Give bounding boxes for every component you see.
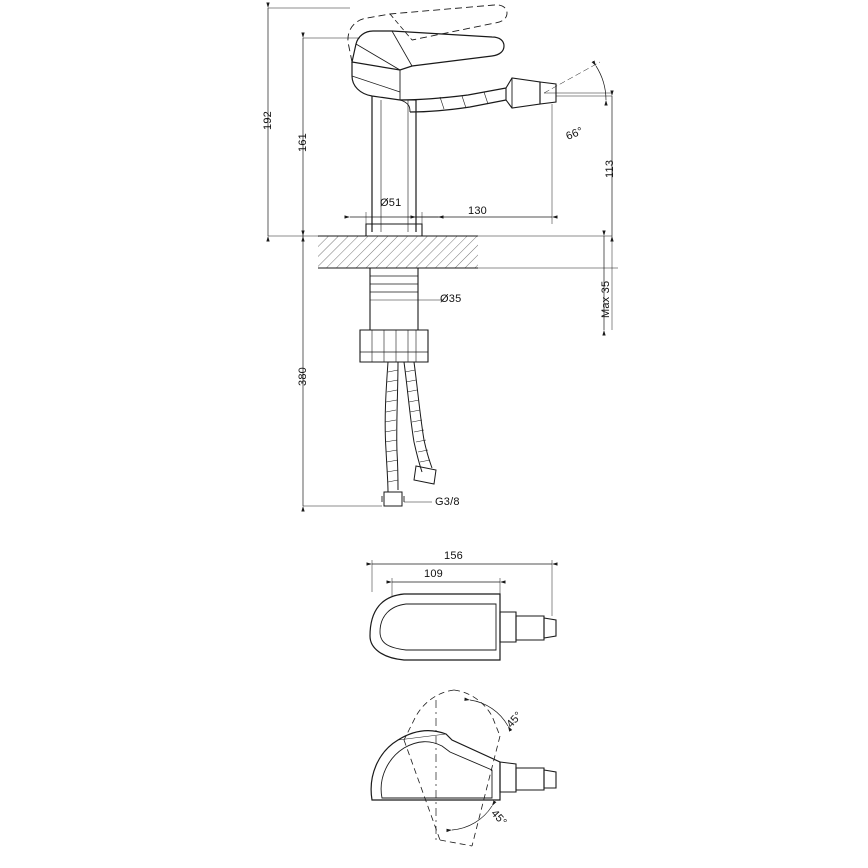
dim-flange-diameter: Ø51: [380, 197, 402, 209]
top-plan-geometry: [371, 690, 556, 846]
dim-thread-size: G3/8: [435, 496, 460, 508]
dim-height-spout: 161: [297, 133, 309, 152]
front-elevation-geometry: [268, 5, 618, 506]
dim-plan-angle-lower: 45°: [488, 807, 509, 829]
dim-plan-angle-upper: 45°: [504, 709, 525, 731]
dim-swivel-angle: 66°: [564, 125, 585, 143]
dim-side-length: 156: [444, 550, 463, 562]
dim-spout-reach: 130: [468, 205, 487, 217]
dim-hose-length: 380: [297, 367, 309, 386]
side-elevation-geometry: [370, 560, 556, 660]
dim-max-thickness: Max 35: [600, 280, 612, 318]
dim-side-inner: 109: [424, 568, 443, 580]
dim-height-total: 192: [262, 111, 274, 130]
dim-outlet-height: 113: [604, 159, 616, 178]
dim-body-diameter: Ø35: [440, 293, 462, 305]
